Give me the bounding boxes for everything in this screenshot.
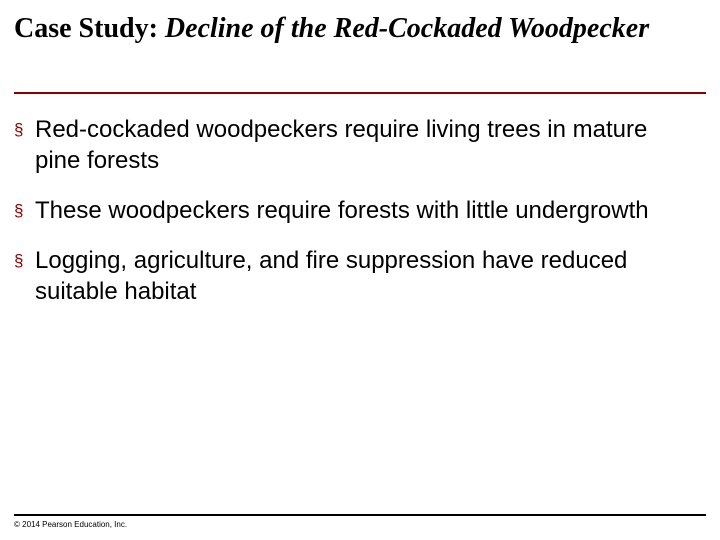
title-italic: Decline of the Red-Cockaded Woodpecker <box>164 13 650 44</box>
bullet-text: Logging, agriculture, and fire suppression have reduced suitable habitat <box>35 247 628 305</box>
bullet-marker-icon: § <box>14 251 24 270</box>
title-prefix: Case Study: <box>14 13 165 44</box>
bullet-item <box>14 195 694 226</box>
title-divider <box>14 92 706 94</box>
footer-copyright: © 2014 Pearson Education, Inc. <box>14 520 128 529</box>
bullet-item <box>14 114 694 176</box>
bullet-marker-icon: § <box>14 201 24 220</box>
bullet-list <box>14 114 694 326</box>
bullet-text: Red-cockaded woodpeckers require living trees in mature pine forests <box>35 116 648 174</box>
footer-divider <box>14 514 706 516</box>
bullet-marker-icon: § <box>14 120 24 139</box>
bullet-item <box>14 245 694 307</box>
bullet-text: These woodpeckers require forests with little undergrowth <box>35 197 649 224</box>
slide-title <box>14 12 704 46</box>
